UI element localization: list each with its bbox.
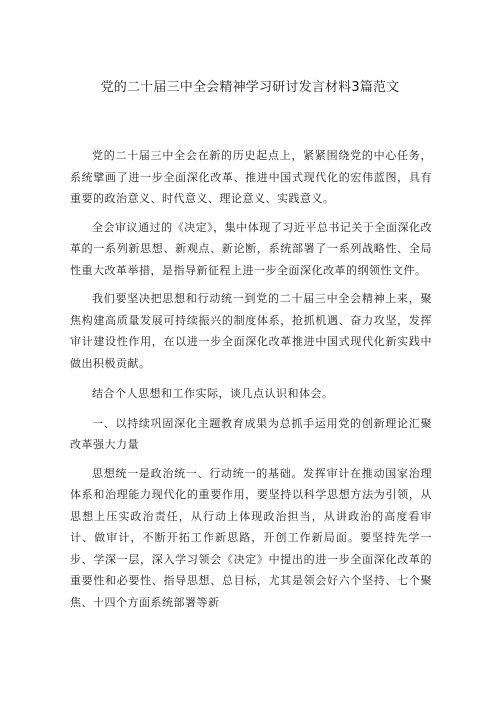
document-title: 党的二十届三中全会精神学习研讨发言材料3篇范文 <box>100 80 400 95</box>
body-paragraph: 我们要坚决把思想和行动统一到党的二十届三中全会精神上来，聚焦构建高质量发展可持续振兴的制度体系，抢抓机遇、奋力攻坚，发挥审计建设性作用，在以进一步全面深化改革推进中国式现代化新实践中做出积极贡献。 <box>70 292 432 370</box>
body-paragraph: 全会审议通过的《决定》，集中体现了习近平总书记关于全面深化改革的一系列新思想、新观点、新论断，系统部署了一系列战略性、全局性重大改革举措，是指导新征程上进一步全面深化改革的纲领性文件。 <box>70 220 432 277</box>
document-body <box>70 145 432 613</box>
body-paragraph: 思想统一是政治统一、行动统一的基础。发挥审计在推动国家治理体系和治理能力现代化的重要作用，要坚持以科学思想方法为引领，从思想上压实政治责任，从行动上体现政治担当，从讲政治的高度看审计、做审计，不断开拓工作新思路，开创工作新局面。要坚持先学一步、学深一层，深入学习领会《决定》中提出的进一步全面深化改革的重要性和必要性、指导思想、总目标，尤其是领会好六个坚持、七个聚焦、十四个方面系统部署等新 <box>70 466 432 609</box>
body-paragraph: 结合个人思想和工作实际，谈几点认识和体会。 <box>92 387 334 400</box>
section-heading: 一、以持续巩固深化主题教育成果为总抓手运用党的创新理论汇聚改革强大力量 <box>70 416 432 451</box>
body-paragraph: 党的二十届三中全会在新的历史起点上，紧紧围绕党的中心任务，系统擘画了进一步全面深化改革、推进中国式现代化的宏伟蓝图，具有重要的政治意义、时代意义、理论意义、实践意义。 <box>70 149 432 205</box>
